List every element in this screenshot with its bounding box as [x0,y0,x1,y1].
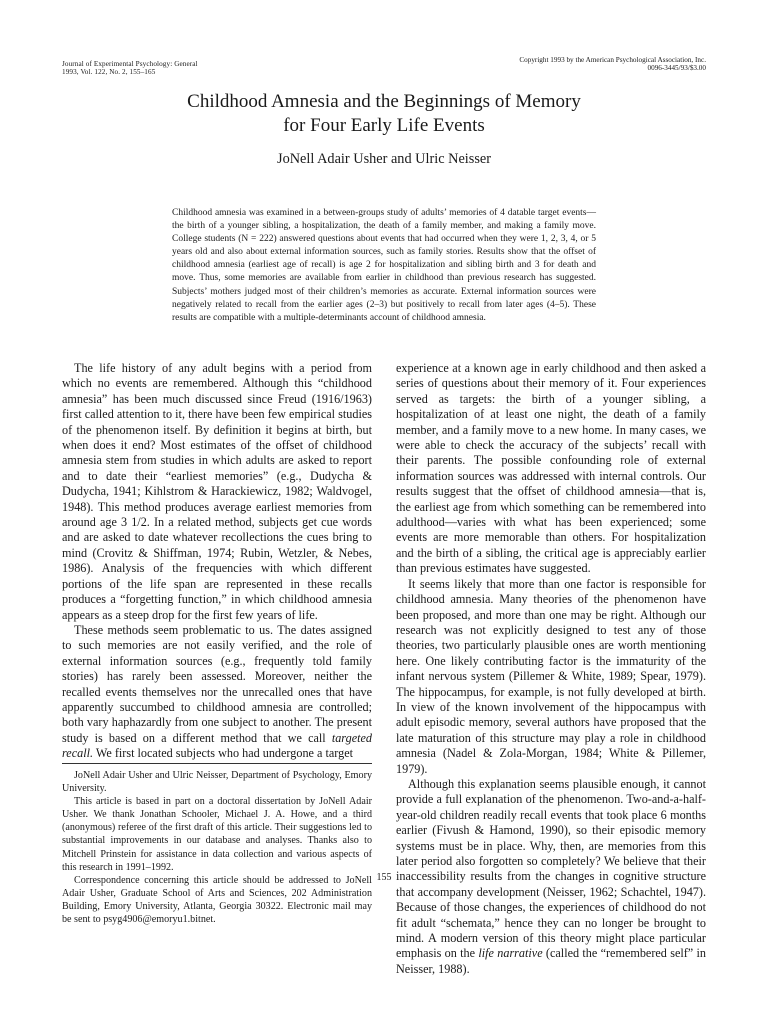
body-column-left [62,361,372,762]
footnote-affiliation: JoNell Adair Usher and Ulric Neisser, Department of Psychology, Emory University. [62,770,372,795]
issn-line: 0096-3445/93/$3.00 [647,64,706,73]
footnote-divider [62,763,372,764]
abstract: Childhood amnesia was examined in a between-groups study of adults’ memories of 4 datable target events—the birth of a younger sibling, a hospitalization, the death of a family member, and making a family move. College students (N = 222) answered questions about events that had occurred when they were 1, 2, 3, 4, or 5 years old and also about external information sources, such as family stories. Results show that the offset of childhood amnesia (earliest age of recall) is age 2 for hospitalization and sibling birth and 3 for death and move. Thus, some memories are available from earlier in childhood than previous research has suggested. Subjects’ mothers judged most of their children’s memories as accurate. External information sources were negatively related to recall from the earlier ages (2–3) but positively to recall from later ages (4–5). These results are compatible with a multiple-determinants account of childhood amnesia. [172,208,596,323]
body-text: (called the “remembered self” in Neisser, 1988). [396,946,707,976]
journal-name: Journal of Experimental Psychology: General [62,60,198,68]
footnote-correspondence: Correspondence concerning this article should be addressed to JoNell Adair Usher, Graduate School of Arts and Sciences, 202 Administration Building, Emory University, Atlanta, Georgia 30322. Electronic mail may be sent to psyg4906@emoryu1.bitnet. [62,874,372,926]
footnote-acknowledgments: This article is based in part on a doctoral dissertation by JoNell Adair Usher. We thank Jonathan Schooler, Michael J. A. Howe, and a third (anonymous) referee of the first draft of this article. Their suggestions led to substantial improvements in our database and analyses. Thanks also to Mitchell Prinstein for assistance in data collection and various aspects of this research in 1991–1992. [62,796,372,873]
title-line-2: for Four Early Life Events [283,115,485,136]
article-authors: JoNell Adair Usher and Ulric Neisser [277,151,491,167]
page-number: 155 [376,872,392,883]
body-text: Although this explanation seems plausible enough, it cannot provide a full explanation of the phenomenon. Two-and-a-half-year-old children readily recall events that took place 6 months earlier (Fivush & Hamond, 1990), so their episodic memory systems must be in place. Why, then, are memories from this later period also forgotten so completely? We believe that their inaccessibility results from the changes in cognitive structure that accompany development (Neisser, 1962; Schachtel, 1947). Because of those changes, the experiences of childhood do not fit adult “schemata,” hence they can no longer be brought to mind. A modern version of this theory might place particular emphasis on the [396,776,706,961]
body-paragraph: It seems likely that more than one factor is responsible for childhood amnesia. Many theories of the phenomenon have been proposed, and more than one may be right. Although our research was not explicitly designed to test any of those theories, two particularly plausible ones are worth mentioning here. One likely contributing factor is the immaturity of the infant nervous system (Pillemer & White, 1989; Spear, 1979). The hippocampus, for example, is not fully developed at birth. In view of the known involvement of the hippocampus with adult episodic memory, several authors have proposed that the late maturation of this structure may play a role in childhood amnesia (Nadel & Zola-Morgan, 1984; White & Pillemer, 1979). [396,576,706,776]
title-line-1: Childhood Amnesia and the Beginnings of Memory [187,91,581,112]
journal-citation [62,60,198,77]
copyright-notice [446,56,706,73]
emphasis-term: life narrative [478,946,543,961]
body-paragraph: The life history of any adult begins with a period from which no events are remembered. Although this “childhood amnesia” has been much discussed since Freud (1916/1963) first called attention to it, there have been few empirical studies of the phenomenon itself. By definition it begins at birth, but when does it end? Most estimates of the offset of childhood amnesia stem from studies in which adults are asked to report and to date their “earliest memories” (e.g., Dudycha & Dudycha, 1941; Kihlstrom & Harackiewicz, 1982; Waldvogel, 1948). This method produces average earliest memories from around age 3 1/2. In a related method, subjects get cue words and are asked to date whatever recollections the cues bring to mind (Crovitz & Shiffman, 1974; Rubin, Wetzler, & Nebes, 1986). Analysis of the frequencies with which different portions of the life span are represented in these recalls produces a “forgetting function,” in which childhood amnesia appears as a steep drop for the first few years of life. [62,361,372,622]
copyright-line: Copyright 1993 by the American Psychological Association, Inc. [519,56,706,64]
footnotes [62,769,372,926]
emphasis-term: targeted recall. [62,730,372,761]
article-title [100,90,668,138]
body-paragraph [62,623,372,762]
body-column-right [396,361,706,977]
journal-volume: 1993, Vol. 122, No. 2, 155–165 [62,68,156,77]
body-paragraph: experience at a known age in early childhood and then asked a series of questions about their memory of it. Four experiences served as targets: the birth of a younger sibling, a hospitalization of at least one night, the death of a family member, and a family move to a new home. In many cases, we were able to check the accuracy of the subjects’ recall with their parents. The possible confounding role of external information sources was addressed with internal controls. Our results suggest that the offset of childhood amnesia—that is, the earliest age from which something can be remembered into adulthood—varies with what has been experienced; some events are more memorable than others. For hospitalization and the birth of a sibling, the critical age is appreciably earlier than previous estimates have suggested. [396,361,706,576]
body-text: We first located subjects who had undergone a target [93,746,353,761]
body-text: These methods seem problematic to us. The dates assigned to such memories are not easily verified, and the role of external information sources (e.g., frequently told family stories) has rarely been assessed. Moreover, neither the recalled events themselves nor the unrecalled ones that have apparently succumbed to childhood amnesia are controlled; both vary haphazardly from one subject to another. The present study is based on a different method that we call [62,622,372,745]
